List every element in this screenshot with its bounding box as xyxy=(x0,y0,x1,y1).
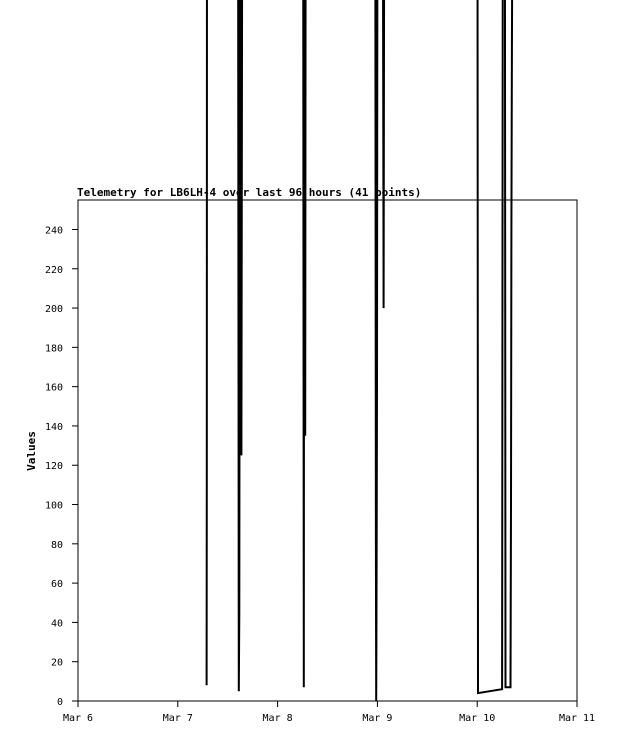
y-tick-label: 240 xyxy=(44,225,63,237)
y-tick-label: 0 xyxy=(56,697,63,708)
y-tick-label: 120 xyxy=(44,461,63,473)
y-axis-label: Values xyxy=(25,431,38,471)
y-tick-label: 20 xyxy=(50,657,63,669)
y-tick-label: 40 xyxy=(50,618,63,630)
x-tick-label: Mar 9 xyxy=(362,713,393,724)
x-tick-label: Mar 10 xyxy=(459,713,496,724)
x-tick-label: Mar 7 xyxy=(162,713,193,724)
y-tick-label: 200 xyxy=(44,304,63,316)
x-tick-label: Mar 8 xyxy=(262,713,293,724)
y-tick-label: 60 xyxy=(50,579,63,591)
y-tick-label: 80 xyxy=(50,539,63,551)
y-tick-label: 140 xyxy=(44,421,63,433)
chart-title: Telemetry for LB6LH-4 over last 96 hours (41 points) xyxy=(77,186,422,199)
y-tick-label: 180 xyxy=(44,343,63,355)
y-tick-label: 100 xyxy=(44,500,63,512)
x-tick-label: Mar 11 xyxy=(558,713,596,724)
x-tick-label: Mar 6 xyxy=(62,713,94,724)
y-axis xyxy=(45,225,78,708)
y-tick-label: 220 xyxy=(44,264,63,276)
y-tick-label: 160 xyxy=(44,382,63,394)
x-axis xyxy=(63,701,595,724)
